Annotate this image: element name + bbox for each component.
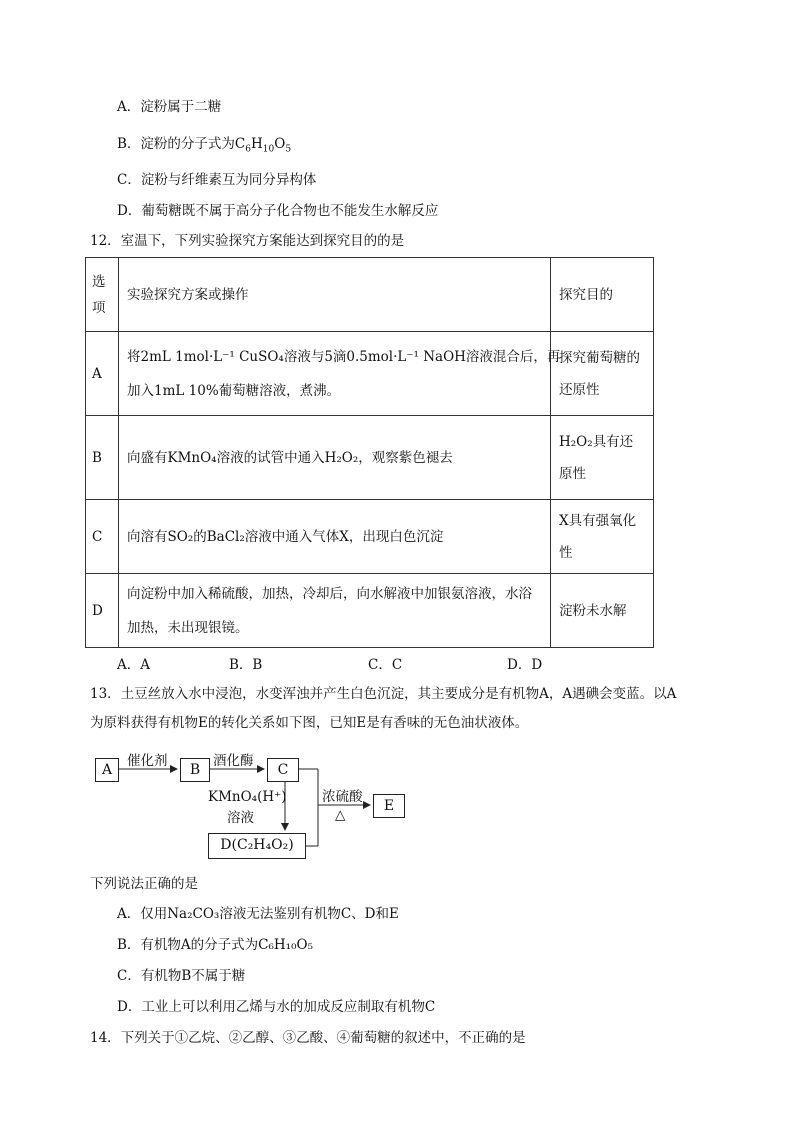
choice-b: B．B — [229, 657, 263, 673]
q12-stem: 12．室温下，下列实验探究方案能达到探究目的的是 — [90, 233, 405, 249]
row-option: D — [86, 574, 119, 648]
q13-option-a: A．仅用Na₂CO₃溶液无法鉴别有机物C、D和E — [117, 906, 399, 922]
q14-stem: 14．下列关于①乙烷、②乙醇、③乙酸、④葡萄糖的叙述中，不正确的是 — [90, 1030, 526, 1046]
choice-c: C．C — [368, 657, 403, 673]
node-c: C — [267, 758, 299, 782]
q11-option-b-formula: $C_6H_{10}O_5$ — [234, 136, 292, 155]
q11-option-d: D．葡萄糖既不属于高分子化合物也不能发生水解反应 — [117, 203, 439, 219]
row-goal-l1: H₂O₂具有还 — [559, 433, 634, 450]
node-b: B — [180, 758, 210, 782]
q11-option-b-text: B．淀粉的分子式为 — [117, 136, 235, 152]
q13-prompt: 下列说法正确的是 — [90, 876, 198, 892]
node-d: D(C₂H₄O₂) — [208, 833, 306, 859]
row-plan: 向溶有SO₂的BaCl₂溶液中通入气体X，出现白色沉淀 — [119, 500, 551, 574]
node-e: E — [373, 794, 405, 818]
row-goal-l2: 还原性 — [559, 381, 600, 398]
q13-option-b: B．有机物A的分子式为C₆H₁₀O₅ — [117, 937, 313, 953]
q11-option-c: C．淀粉与纤维素互为同分异构体 — [117, 172, 317, 188]
choice-d: D．D — [507, 657, 543, 673]
row-plan-l2: 加入1mL 10%葡萄糖溶液，煮沸。 — [127, 382, 341, 399]
row-goal: 淀粉未水解 — [551, 574, 654, 648]
header-option-l2: 项 — [92, 299, 106, 316]
label-catalyst: 催化剂 — [127, 753, 168, 769]
q13-option-d: D．工业上可以利用乙烯与水的加成反应制取有机物C — [117, 999, 436, 1015]
row-goal-l2: 性 — [559, 544, 573, 561]
header-goal: 探究目的 — [551, 258, 654, 332]
row-plan-l1: 向淀粉中加入稀硫酸，加热，冷却后，向水解液中加银氨溶液，水浴 — [127, 585, 532, 602]
q13-stem-line1: 13．土豆丝放入水中浸泡，水变浑浊并产生白色沉淀，其主要成分是有机物A，A遇碘会变蓝。以A — [90, 686, 677, 702]
row-goal-l1: 探究葡萄糖的 — [559, 349, 640, 366]
label-conc-h2so4: 浓硫酸 — [322, 789, 363, 805]
header-option-l1: 选 — [92, 273, 106, 290]
row-option: A — [86, 332, 119, 416]
row-plan-l1: 将2mL 1mol·L⁻¹ CuSO₄溶液与5滴0.5mol·L⁻¹ NaOH溶液混合后，再 — [127, 348, 561, 365]
row-plan: 向盛有KMnO₄溶液的试管中通入H₂O₂，观察紫色褪去 — [119, 416, 551, 500]
label-zymase: 酒化酶 — [213, 753, 254, 769]
q11-option-a: A．淀粉属于二糖 — [117, 99, 222, 115]
label-solution: 溶液 — [227, 810, 254, 826]
q13-option-c: C．有机物B不属于糖 — [117, 968, 246, 984]
label-heat: △ — [335, 807, 346, 823]
row-option: C — [86, 500, 119, 574]
label-kmno4: KMnO₄(H⁺) — [208, 789, 287, 805]
node-a: A — [95, 758, 119, 782]
row-goal-l2: 原性 — [559, 465, 586, 482]
q13-stem-line2: 为原料获得有机物E的转化关系如下图，已知E是有香味的无色油状液体。 — [90, 715, 529, 731]
header-plan: 实验探究方案或操作 — [119, 258, 551, 332]
choice-a: A．A — [117, 657, 150, 673]
row-plan-l2: 加热，未出现银镜。 — [127, 619, 249, 636]
row-goal-l1: X具有强氧化 — [559, 512, 637, 529]
row-option: B — [86, 416, 119, 500]
